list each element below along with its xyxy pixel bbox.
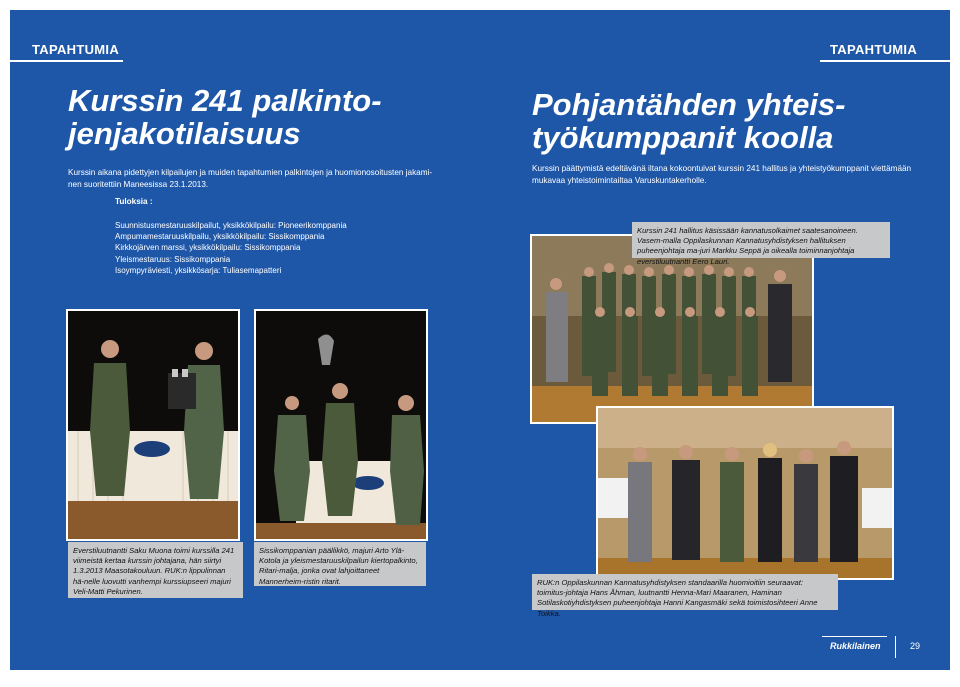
right-label-underline — [820, 60, 950, 62]
left-title-line2: jenjakotilaisuus — [68, 116, 301, 151]
left-lead-line1: Kurssin aikana pidettyjen kilpailujen ja muiden tapahtumien palkintojen ja huomionosoitusten jakami- — [68, 168, 433, 177]
caption-group: Kurssin 241 hallitus käsissään kannatusolkaimet saatesanoineen. Vasem-malla Oppilaskunnan Kannatusyhdistyksen hallituksen puheenjohtaja ma-juri Markku Seppä ja oikealla toiminnanjohtaja everstiluutnantti Eero Lauri. — [632, 222, 890, 258]
page-footer — [822, 640, 942, 656]
right-title-line2: työkumppanit koolla — [532, 120, 834, 155]
left-article-title — [68, 84, 468, 150]
right-lead-line2: mukavaa yhteistoimintailtaa Varuskuntakerholle. — [532, 176, 707, 185]
page-number: 29 — [910, 641, 921, 651]
award-photo-2-image — [256, 311, 426, 539]
result-item: Kirkkojärven marssi, yksikkökilpailu: Sissikomppania — [115, 243, 301, 253]
result-item: Yleismestaruus: Sissikomppania — [115, 254, 231, 264]
award-photo-1 — [66, 309, 240, 541]
footer-separator — [895, 636, 896, 658]
left-label-underline — [10, 60, 123, 62]
right-title-line1: Pohjantähden yhteis- — [532, 87, 846, 122]
result-item: Ampumamestaruuskilpailu, yksikkökilpailu: Sissikomppania — [115, 232, 325, 242]
recipients-photo-image — [598, 408, 892, 578]
award-photo-1-image — [68, 311, 238, 539]
left-section-label: TAPAHTUMIA — [32, 42, 120, 57]
magazine-name: Rukkilainen — [830, 641, 881, 651]
bottom-margin — [0, 670, 960, 687]
footer-rule — [822, 636, 887, 637]
caption-award-2: Sissikomppanian päällikkö, majuri Arto Ylä-Kotola ja yleismestaruuskilpailun kiertopalkinto, Ritari-malja, jonka ovat lahjoittaneet Mannerheim-ristin ritarit. — [254, 542, 426, 586]
caption-award-1: Everstiluutnantti Saku Muona toimi kurssilla 241 viimeistä kertaa kurssin johtajana, hän siirtyi 1.3.2013 Maasotakouluun. RUK:n lippulinnan hä-nelle luovutti vanhempi kurssiupseeri majuri Veli-Matti Pekurinen. — [68, 542, 243, 598]
result-item: Suunnistusmestaruuskilpailut, yksikkökilpailu: Pioneerikomppania — [115, 221, 347, 230]
recipients-photo — [596, 406, 894, 580]
caption-recipients: RUK:n Oppilaskunnan Kannatusyhdistyksen standaarilla huomioitiin seuraavat: toimitus-johtaja Hans Åhman, luutnantti Henna-Mari Maaranen, Haminan Sotilaskotiyhdistyksen puheenjohtaja Hanni Kangasmäki sekä toimistosihteeri Anne Toikka. — [532, 574, 838, 610]
left-lead-line2: nen suoritettiin Maneesissa 23.1.2013. — [68, 180, 209, 189]
results-list — [115, 220, 347, 276]
right-lead-paragraph — [532, 163, 932, 187]
right-article-title — [532, 88, 932, 154]
award-photo-2 — [254, 309, 428, 541]
result-item: Isoympyräviesti, yksikkösarja: Tuliasemapatteri — [115, 265, 282, 275]
right-lead-line1: Kurssin päättymistä edeltävänä iltana kokoontuivat kurssin 241 hallitus ja yhteistyökumppanit viettämään — [532, 164, 912, 173]
right-section-label: TAPAHTUMIA — [830, 42, 918, 57]
left-lead-paragraph — [68, 167, 468, 191]
results-heading: Tuloksia : — [115, 197, 153, 206]
left-title-line1: Kurssin 241 palkinto- — [68, 83, 382, 118]
